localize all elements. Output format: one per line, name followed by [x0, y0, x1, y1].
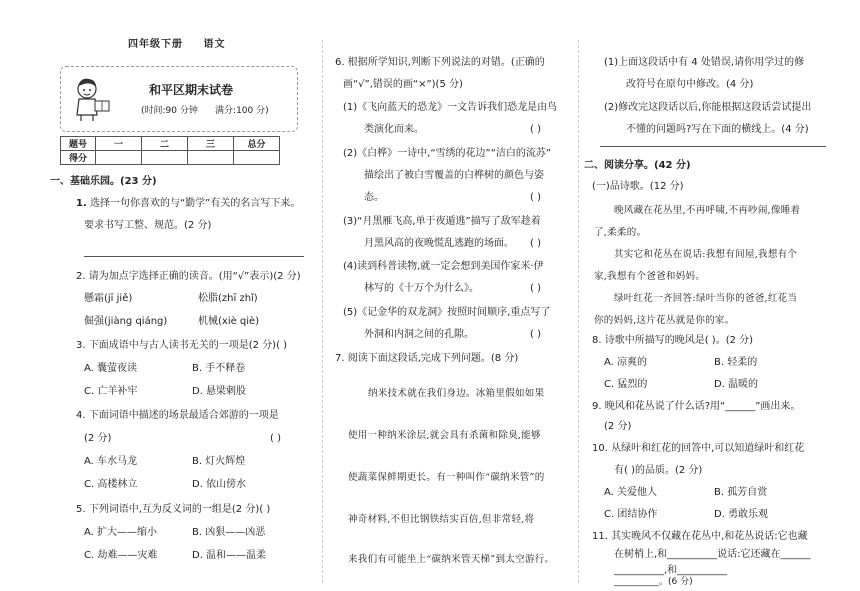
q11-text-line3[interactable]: __________,和__________ — [614, 565, 728, 576]
section1-heading: 一、基础乐园。(23 分) — [50, 176, 157, 187]
q5-option-d[interactable]: D. 温和——温柔 — [192, 550, 267, 561]
q4-option-a[interactable]: A. 车水马龙 — [84, 456, 138, 467]
q6-text-line1: 6. 根据所学知识,判断下列说法的对错。(正确的 — [335, 57, 545, 68]
section2-heading: 二、阅读分享。(42 分) — [584, 160, 691, 171]
q6-item4-paren[interactable]: ( ) — [530, 283, 541, 294]
q3-option-c[interactable]: C. 亡羊补牢 — [84, 386, 138, 397]
q4-option-b[interactable]: B. 灯火辉煌 — [192, 456, 246, 467]
q1-answer-line[interactable] — [84, 256, 304, 257]
exam-score: 满分:100 分) — [215, 106, 269, 116]
q5-option-c[interactable]: C. 劫难——灾难 — [84, 550, 158, 561]
column-divider — [578, 40, 579, 583]
q10-option-c[interactable]: C. 团结协作 — [604, 509, 658, 520]
q8-text: 8. 诗歌中所描写的晚风是( )。(2 分) — [592, 335, 754, 346]
q2-word-1[interactable]: 懸霜(jī jiě) — [84, 293, 133, 304]
subject-label: 语文 — [203, 39, 226, 50]
poem-line-2: 了,柔柔的。 — [594, 227, 647, 238]
q4-points: (2 分) — [84, 433, 112, 444]
q5-option-b[interactable]: B. 凶狠——凶恶 — [192, 527, 266, 538]
score-entry-cell[interactable] — [96, 151, 142, 165]
score-cell: 三 — [188, 137, 234, 151]
q6-item5-paren[interactable]: ( ) — [530, 329, 541, 340]
passage-line-5: 来我们有可能坐上“碳纳米管天梯”到太空游行。 — [348, 554, 555, 565]
exam-info — [141, 103, 269, 116]
q2-word-3[interactable]: 倔强(jiàng qiáng) — [84, 316, 168, 327]
q2-text: 2. 请为加点字选择正确的读音。(用“√”表示)(2 分) — [76, 271, 301, 282]
q6-item2-line3: 态。 — [364, 192, 384, 203]
passage-line-2: 使用一种纳米涂层,就会具有杀菌和除臭,能够 — [348, 430, 541, 441]
q6-text-line2: 画“√”,错误的画“×”)(5 分) — [343, 79, 463, 90]
q11-text-line4[interactable]: __________。(6 分) — [614, 577, 693, 587]
q2-word-2[interactable]: 松脂(zhī zhǐ) — [198, 293, 258, 304]
q4-option-c[interactable]: C. 高楼林立 — [84, 479, 138, 490]
q8-option-a[interactable]: A. 凉爽的 — [604, 357, 648, 368]
q8-option-b[interactable]: B. 轻柔的 — [714, 357, 758, 368]
q11-text-line1: 11. 其实晚风不仅藏在花丛中,和花丛说话:它也藏 — [592, 531, 808, 542]
q3-text: 3. 下面成语中与古人读书无关的一项是(2 分)( ) — [76, 340, 288, 351]
score-cell: 一 — [96, 137, 142, 151]
q4-text: 4. 下面词语中描述的场景最适合郊游的一项是 — [76, 410, 279, 421]
passage-line-1: 纳米技术就在我们身边。冰箱里假如如果 — [368, 388, 545, 399]
q5-text: 5. 下列词语中,互为反义词的一组是(2 分)( ) — [76, 504, 271, 515]
exam-title-box — [60, 66, 298, 132]
score-entry-cell[interactable] — [188, 151, 234, 165]
poem-line-5: 绿叶红花一齐回答:绿叶当你的爸爸,红花当 — [614, 293, 798, 304]
q5-option-a[interactable]: A. 扩大——缩小 — [84, 527, 158, 538]
subsection1-heading: (一)品诗歌。(12 分) — [592, 181, 684, 192]
grade-label: 四年级下册 — [128, 39, 183, 50]
q6-item2-paren[interactable]: ( ) — [530, 192, 541, 203]
passage-line-4: 神奇材料,不但比钢铁结实百倍,但非常轻,将 — [348, 514, 535, 525]
q1-number: 1. — [76, 198, 87, 209]
q7-1-line2: 改符号在原句中修改。(4 分) — [626, 79, 754, 90]
q2-word-4[interactable]: 机械(xiè qiè) — [198, 316, 260, 327]
score-cell: 得分 — [61, 151, 96, 165]
q6-item4-line1: (4)读到科普读物,就一定会想到美国作家米·伊 — [343, 261, 544, 272]
q7-1-line1: (1)上面这段话中有 4 处错误,请你用学过的修 — [604, 57, 805, 68]
q9-text: 9. 晚风和花丛说了什么话?用“______”画出来。 — [592, 401, 801, 412]
poem-line-3: 其实它和花丛在说话:我想有间屋,我想有个 — [614, 249, 798, 260]
q7-2-line2: 不懂的问题吗?写在下面的横线上。(4 分) — [626, 124, 809, 135]
q6-item4-line2: 林写的《十万个为什么》。 — [364, 283, 479, 294]
q9-points: (2 分) — [604, 421, 632, 432]
q1-line2: 要求书写工整、规范。(2 分) — [84, 220, 212, 231]
q4-answer-paren[interactable]: ( ) — [270, 433, 281, 444]
q6-item2-line1: (2)《白桦》一诗中,“雪绣的花边”“洁白的流苏” — [343, 148, 552, 159]
exam-title: 和平区期末试卷 — [149, 83, 234, 97]
q6-item3-line2: 月黑风高的夜晚慌乱逃跑的场面。 — [364, 238, 514, 249]
score-table-header-row — [61, 137, 280, 151]
passage-line-3: 使蔬菜保鲜期更长。有一种叫作“碳纳米管”的 — [348, 472, 545, 483]
q8-option-c[interactable]: C. 猛烈的 — [604, 379, 648, 390]
score-cell: 二 — [142, 137, 188, 151]
student-reading-icon — [69, 75, 113, 123]
page-header — [128, 35, 241, 50]
q3-option-b[interactable]: B. 手不释卷 — [192, 363, 246, 374]
q1-text: 选择一句你喜欢的与“勤学”有关的名言写下来。 — [89, 198, 301, 209]
q6-item1-line1: (1)《飞向蓝天的恐龙》一文告诉我们恐龙是由鸟 — [343, 102, 558, 113]
score-cell: 题号 — [61, 137, 96, 151]
q7-text: 7. 阅读下面这段话,完成下列问题。(8 分) — [335, 353, 519, 364]
score-table-score-row — [61, 151, 280, 165]
q4-option-d[interactable]: D. 依山傍水 — [192, 479, 247, 490]
q10-option-b[interactable]: B. 孤芳自赏 — [714, 487, 768, 498]
q7-2-line1: (2)修改完这段话以后,你能根据这段话尝试提出 — [604, 102, 812, 113]
q6-item5-line1: (5)《记金华的双龙洞》按照时间顺序,重点写了 — [343, 307, 551, 318]
score-entry-cell[interactable] — [142, 151, 188, 165]
poem-line-6: 你的妈妈,这片花丛就是你的家。 — [594, 315, 735, 326]
score-entry-cell[interactable] — [234, 151, 280, 165]
q11-text-line2[interactable]: 在树梢上,和__________说话:它还藏在______ — [614, 549, 811, 560]
q10-text-line1: 10. 从绿叶和红花的回答中,可以知道绿叶和红花 — [592, 443, 805, 454]
q10-option-d[interactable]: D. 勇敢乐观 — [714, 509, 769, 520]
q6-item5-line2: 外洞和内洞之间的孔隙。 — [364, 329, 474, 340]
q8-option-d[interactable]: D. 温暖的 — [714, 379, 759, 390]
q7-answer-line[interactable] — [600, 146, 826, 147]
q10-option-a[interactable]: A. 关爱他人 — [604, 487, 658, 498]
q6-item1-paren[interactable]: ( ) — [530, 124, 541, 135]
q6-item1-line2: 类演化而来。 — [364, 124, 424, 135]
q3-option-a[interactable]: A. 囊萤夜读 — [84, 363, 138, 374]
poem-line-4: 家,我想有个爸爸和妈妈。 — [594, 271, 706, 282]
q6-item3-paren[interactable]: ( ) — [530, 238, 541, 249]
poem-line-1: 晚风藏在花丛里,不再呼啸,不再吵闹,像睡着 — [614, 205, 801, 216]
exam-time: (时间:90 分钟 — [141, 106, 198, 116]
score-table — [60, 136, 280, 165]
column-divider — [322, 40, 323, 583]
q3-option-d[interactable]: D. 悬梁刺股 — [192, 386, 247, 397]
q6-item2-line2: 描绘出了被白雪覆盖的白桦树的颜色与姿 — [364, 170, 544, 181]
q10-text-line2: 有( )的品质。(2 分) — [614, 465, 703, 476]
q1-line1 — [76, 197, 300, 211]
q6-item3-line1: (3)“月黑雁飞高,单于夜遁逃”描写了敌军趁着 — [343, 216, 541, 227]
score-cell: 总分 — [234, 137, 280, 151]
